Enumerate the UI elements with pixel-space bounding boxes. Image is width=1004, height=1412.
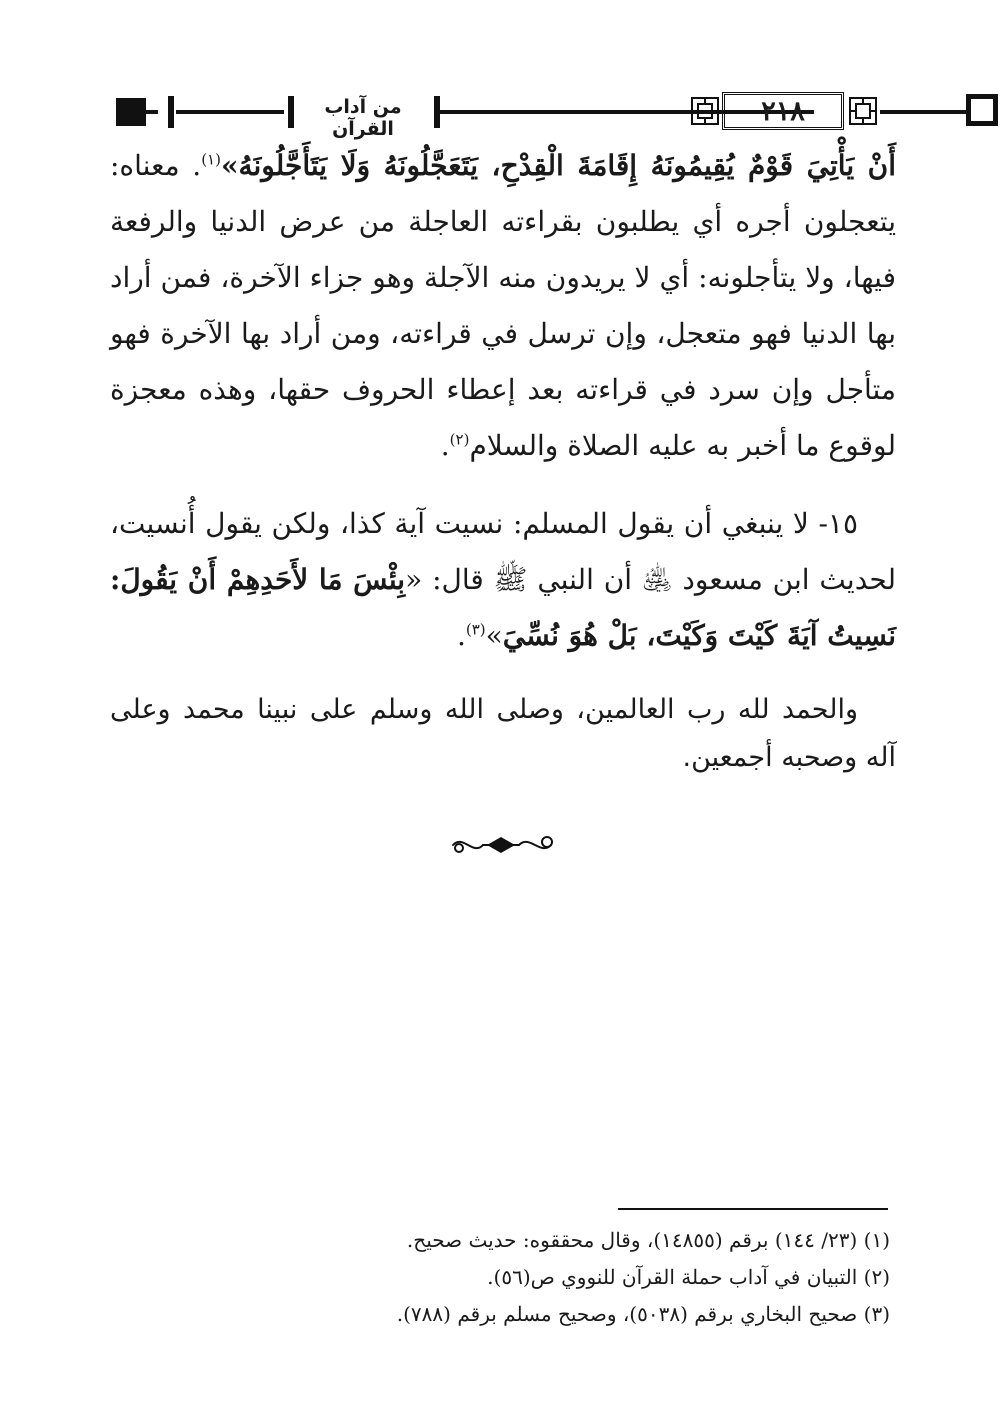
header-bar	[168, 96, 174, 128]
footnote-ref-3: (٣)	[465, 620, 486, 639]
hadith-quote: أَنْ يَأْتِيَ قَوْمٌ يُقِيمُونَهُ إِقَامَةَ الْقِدْحِ، يَتَعَجَّلُونَهُ وَلَا يَتَأَجَّلُونَهُ»	[220, 149, 896, 182]
header-rule	[176, 110, 284, 114]
footnote-ref-2: (٢)	[449, 430, 470, 449]
knot-ornament-icon	[688, 94, 722, 128]
running-header	[116, 92, 886, 140]
footnote-separator	[618, 1208, 888, 1210]
page-number: ٢١٨	[761, 95, 805, 127]
header-rule	[880, 110, 966, 114]
knot-ornament-icon	[846, 94, 880, 128]
book-title: من آداب القرآن	[324, 96, 402, 140]
paragraph-explanation	[110, 138, 896, 474]
footnote-ref-1: (١)	[201, 150, 221, 169]
punctuation: .	[440, 429, 450, 462]
rule-text: ١٥- لا ينبغي أن يقول المسلم: نسيت آية كذا، ولكن يقول أُنسيت، لحديث ابن مسعود ﵁ أن النبي ﷺ قال: «	[110, 507, 897, 596]
explanation-text: معناه: يتعجلون أجره أي يطلبون بقراءته العاجلة من عرض الدنيا والرفعة فيها، ولا يتأجلونه: أي لا يريدون منه الآجلة وهو جزاء الآخرة، فمن أراد بها الدنيا فهو متعجل، وإن ترسل في قراءته، ومن أراد بها الآخرة فهو متأجل وإن سرد في قراءته بعد إعطاء الحروف حقها، وهذه معجزة لوقوع ما أخبر به عليه الصلاة والسلام	[110, 149, 896, 462]
quote-close: »	[485, 619, 503, 652]
paragraph-rule-15	[110, 496, 896, 664]
footnotes	[250, 1222, 890, 1333]
closing-prayer: والحمد لله رب العالمين، وصلى الله وسلم على نبينا محمد وعلى آله وصحبه أجمعين.	[110, 694, 896, 773]
punctuation: .	[192, 149, 202, 182]
header-rule	[140, 110, 158, 114]
end-ornament-icon	[447, 828, 559, 862]
hadith-quote: بِئْسَ مَا لأَحَدِهِمْ أَنْ يَقُولَ: نَسِيتُ آيَةَ كَيْتَ وَكَيْتَ، بَلْ هُوَ نُسِّيَ	[110, 563, 896, 652]
header-bar	[288, 96, 294, 128]
footnote-2: (٢) التبيان في آداب حملة القرآن للنووي ص(٥٦).	[487, 1265, 890, 1289]
footnote-3: (٣) صحيح البخاري برقم (٥٠٣٨)، وصحيح مسلم برقم (٧٨٨).	[396, 1302, 890, 1326]
footnote-1: (١) (٢٣/ ١٤٤) برقم (١٤٨٥٥)، وقال محققوه: حديث صحيح.	[406, 1228, 890, 1252]
page-number-box	[722, 92, 844, 130]
main-text	[110, 138, 896, 782]
punctuation: .	[456, 619, 466, 652]
header-square-ornament	[966, 94, 998, 126]
